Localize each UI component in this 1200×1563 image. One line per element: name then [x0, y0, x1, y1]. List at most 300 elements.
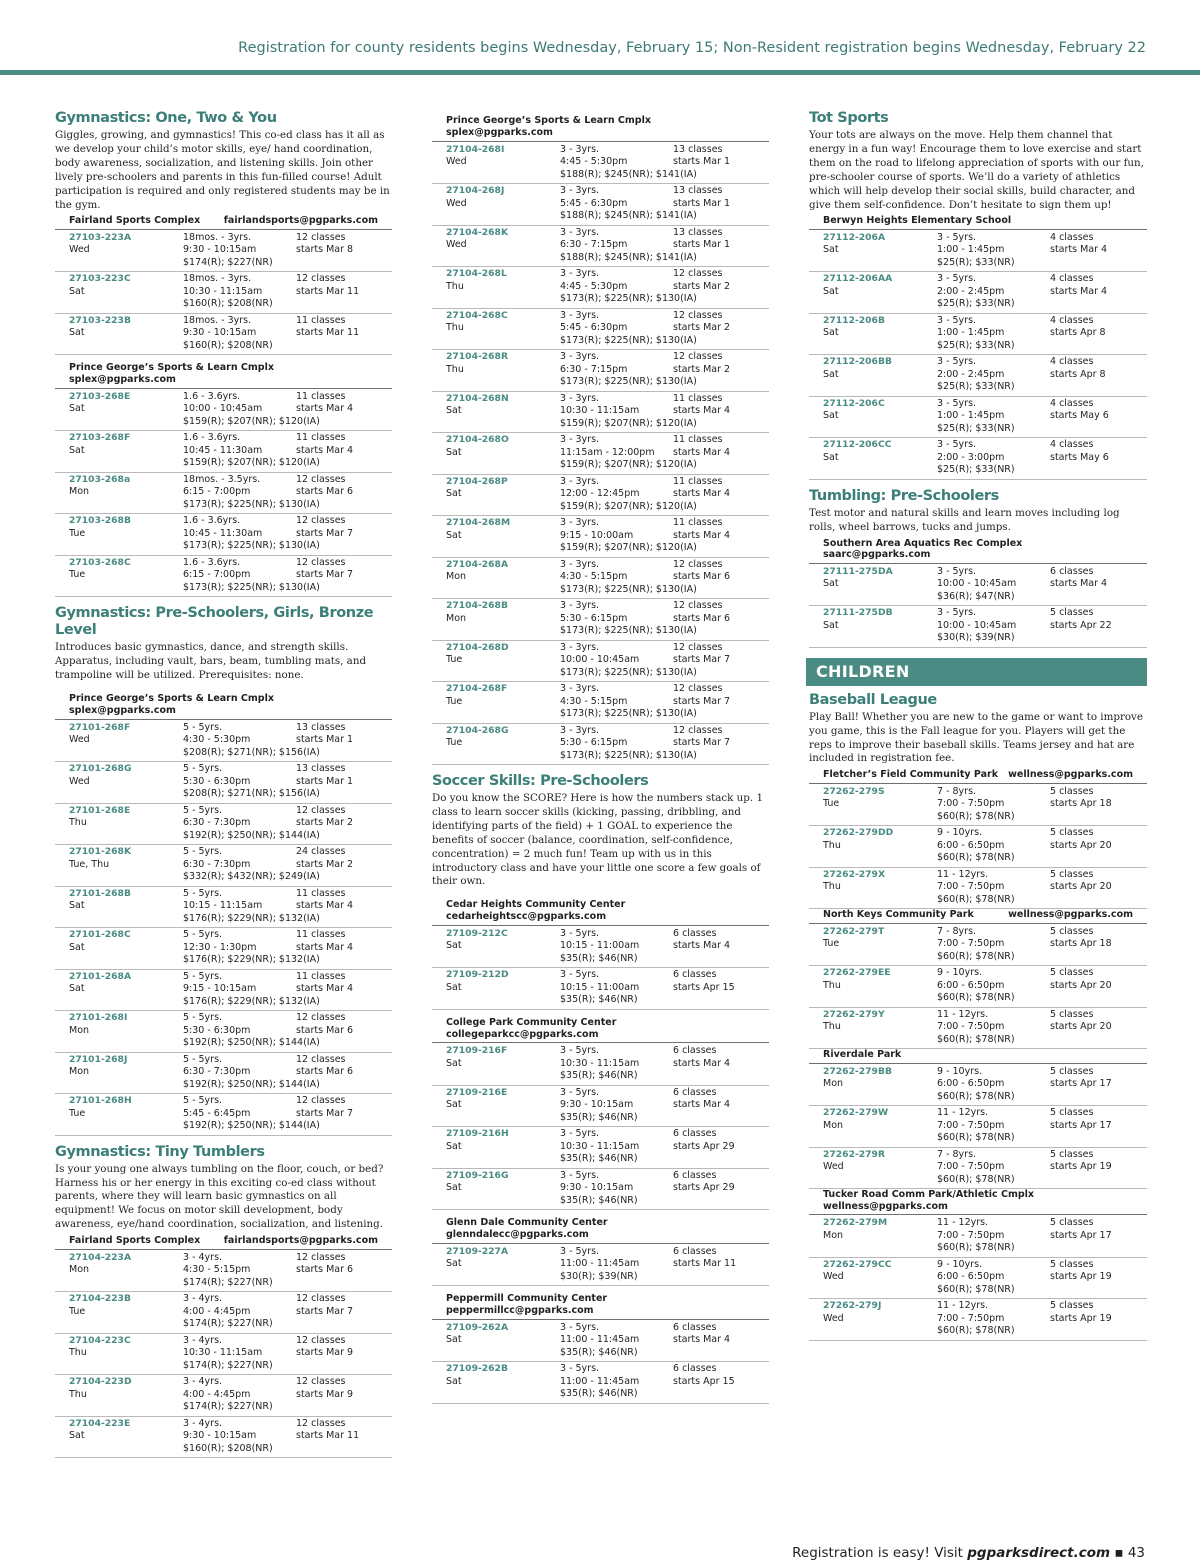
- venue-email[interactable]: splex@pgparks.com: [69, 374, 176, 386]
- class-listing[interactable]: [432, 184, 769, 226]
- class-listing[interactable]: [55, 390, 392, 432]
- class-listing[interactable]: [432, 724, 769, 766]
- class-code[interactable]: 27101-268F: [69, 721, 131, 733]
- class-count: 4 classes: [1050, 231, 1094, 243]
- venue-email[interactable]: fairlandsports@pgparks.com: [223, 215, 378, 227]
- class-code[interactable]: 27262-279X: [823, 868, 886, 880]
- class-code[interactable]: 27103-268E: [69, 390, 131, 402]
- class-listing[interactable]: [809, 272, 1147, 314]
- class-listing[interactable]: [432, 1362, 769, 1404]
- class-age: 3 - 5yrs.: [560, 969, 600, 981]
- venue-email[interactable]: glenndalecc@pgparks.com: [446, 1229, 589, 1241]
- class-day: Sat: [446, 1140, 462, 1152]
- class-code[interactable]: 27101-268I: [69, 1012, 128, 1024]
- class-day: Sat: [446, 940, 462, 952]
- class-spacer: [446, 293, 560, 306]
- class-listing[interactable]: [432, 1169, 769, 1211]
- class-code[interactable]: 27112-206AA: [823, 273, 893, 285]
- class-age: 11 - 12yrs.: [937, 1107, 989, 1119]
- class-code[interactable]: 27109-262A: [446, 1321, 509, 1333]
- class-start: starts May 6: [1050, 451, 1109, 463]
- program-section: [809, 110, 1147, 480]
- class-age: 3 - 4yrs.: [183, 1251, 223, 1263]
- class-listing[interactable]: [809, 397, 1147, 439]
- class-code[interactable]: 27262-279M: [823, 1217, 888, 1229]
- class-code[interactable]: 27109-227A: [446, 1245, 509, 1257]
- page-footer: [792, 1545, 1145, 1561]
- class-listing[interactable]: [809, 606, 1147, 648]
- class-code[interactable]: 27112-206A: [823, 231, 886, 243]
- class-count: 12 classes: [673, 309, 723, 321]
- class-fees: $35(R); $46(NR): [560, 952, 638, 964]
- program-description: Giggles, growing, and gymnastics! This co-ed class has it all as we develop your child’s motor skills, eye/ hand coordination, body awareness, socialization, and listening skills. Join other lively pre-schoolers and parents in this fun-filled course! Adult participation is required and only registered students may be in the gym.: [55, 129, 390, 211]
- class-listing[interactable]: [432, 558, 769, 600]
- class-listing[interactable]: [432, 516, 769, 558]
- class-count: 12 classes: [296, 231, 346, 243]
- top-banner: [0, 0, 1200, 78]
- class-listing[interactable]: [432, 641, 769, 683]
- class-spacer: [823, 423, 937, 436]
- class-code[interactable]: 27101-268G: [69, 763, 132, 775]
- class-day: Sat: [823, 244, 839, 256]
- class-code[interactable]: 27103-268B: [69, 515, 131, 527]
- class-spacer: [446, 252, 560, 265]
- class-day: Thu: [446, 280, 464, 292]
- class-time: 10:30 - 11:15am: [560, 405, 640, 416]
- class-spacer: [446, 994, 560, 1007]
- class-code[interactable]: 27262-279J: [823, 1300, 882, 1312]
- class-fees: $176(R); $229(NR); $132(IA): [183, 995, 320, 1007]
- class-count: 11 classes: [673, 434, 723, 445]
- class-age: 3 - 3yrs.: [560, 392, 600, 404]
- class-listing[interactable]: [809, 826, 1147, 868]
- class-count: 11 classes: [296, 887, 346, 899]
- class-spacer: [823, 1132, 937, 1145]
- class-listing[interactable]: [55, 1011, 392, 1053]
- class-listing[interactable]: [55, 887, 392, 929]
- venue-name: Glenn Dale Community Center: [446, 1217, 608, 1229]
- program-section: [809, 692, 1147, 1341]
- class-count: 5 classes: [1050, 607, 1094, 619]
- class-start: starts Mar 4: [673, 940, 731, 952]
- class-age: 18mos. - 3yrs.: [183, 273, 252, 285]
- class-time: 6:30 - 7:30pm: [183, 1066, 251, 1078]
- class-listing[interactable]: [55, 1251, 392, 1293]
- class-start: starts Apr 20: [1050, 979, 1112, 991]
- class-code[interactable]: 27109-262B: [446, 1363, 508, 1375]
- class-code[interactable]: 27101-268J: [69, 1053, 128, 1065]
- class-age: 1.6 - 3.6yrs.: [183, 390, 241, 402]
- class-code[interactable]: 27104-268P: [446, 475, 508, 487]
- class-code[interactable]: 27104-268K: [446, 226, 509, 238]
- class-code[interactable]: 27262-279W: [823, 1107, 889, 1119]
- class-code[interactable]: 27104-268L: [446, 268, 507, 279]
- class-spacer: [446, 376, 560, 389]
- class-listing[interactable]: [809, 1106, 1147, 1148]
- class-time: 6:30 - 7:30pm: [183, 858, 251, 870]
- class-day: Thu: [823, 839, 841, 851]
- class-listing[interactable]: [432, 927, 769, 969]
- class-fees: $35(R); $46(NR): [560, 1070, 638, 1082]
- class-day: Tue: [69, 569, 86, 581]
- class-spacer: [69, 582, 183, 595]
- class-spacer: [446, 584, 560, 597]
- class-listing[interactable]: [432, 226, 769, 268]
- venue-email[interactable]: cedarheightscc@pgparks.com: [446, 911, 607, 923]
- class-listing[interactable]: [55, 762, 392, 804]
- class-time: 9:30 - 10:15am: [183, 327, 257, 339]
- class-listing[interactable]: [809, 1008, 1147, 1050]
- class-start: starts Apr 22: [1050, 619, 1112, 631]
- class-code[interactable]: 27109-216G: [446, 1169, 509, 1181]
- class-code[interactable]: 27111-275DB: [823, 607, 893, 619]
- class-day: Mon: [446, 612, 467, 624]
- class-count: 6 classes: [673, 927, 717, 939]
- class-start: starts Mar 6: [673, 571, 731, 582]
- footer-separator: ▪: [1110, 1545, 1128, 1561]
- class-listing[interactable]: [55, 473, 392, 515]
- venue-email[interactable]: wellness@pgparks.com: [823, 1200, 948, 1212]
- class-code[interactable]: 27104-223D: [69, 1376, 132, 1388]
- class-listing[interactable]: [432, 1086, 769, 1128]
- venue-line: [69, 1235, 378, 1247]
- class-count: 13 classes: [673, 226, 723, 238]
- class-code[interactable]: 27101-268C: [69, 929, 131, 941]
- class-time: 7:00 - 7:50pm: [937, 881, 1005, 893]
- class-count: 6 classes: [673, 1321, 717, 1333]
- class-listing[interactable]: [55, 514, 392, 556]
- class-code[interactable]: 27104-223C: [69, 1334, 131, 1346]
- class-listing[interactable]: [809, 565, 1147, 607]
- class-spacer: [446, 542, 560, 555]
- class-code[interactable]: 27109-212D: [446, 969, 509, 981]
- class-listing[interactable]: [55, 431, 392, 473]
- class-code[interactable]: 27104-268G: [446, 724, 509, 736]
- class-start: starts Mar 2: [673, 322, 731, 333]
- class-age: 3 - 3yrs.: [560, 558, 600, 570]
- class-code[interactable]: 27112-206C: [823, 397, 885, 409]
- class-count: 12 classes: [296, 473, 346, 485]
- venue-email[interactable]: splex@pgparks.com: [69, 705, 176, 717]
- class-listing[interactable]: [809, 868, 1147, 910]
- venue-line: [446, 108, 755, 139]
- class-time: 6:00 - 6:50pm: [937, 1271, 1005, 1283]
- class-start: starts Mar 4: [673, 405, 731, 416]
- class-code[interactable]: 27262-279T: [823, 925, 885, 937]
- class-listing[interactable]: [432, 1245, 769, 1287]
- class-count: 12 classes: [296, 1417, 346, 1429]
- class-fees: $173(R); $225(NR); $130(IA): [183, 581, 320, 593]
- class-day: Mon: [69, 1024, 90, 1036]
- class-fees: $35(R); $46(NR): [560, 994, 638, 1006]
- class-code[interactable]: 27104-268A: [446, 558, 509, 570]
- venue-line: [823, 215, 1133, 227]
- class-code[interactable]: 27104-223A: [69, 1251, 132, 1263]
- column-3: [809, 108, 1147, 1349]
- class-time: 10:15 - 11:15am: [183, 900, 263, 912]
- class-spacer: [69, 457, 183, 470]
- venue-email[interactable]: fairlandsports@pgparks.com: [223, 1235, 378, 1247]
- class-count: 5 classes: [1050, 925, 1094, 937]
- class-day: Sat: [446, 1334, 462, 1346]
- class-listing[interactable]: [55, 314, 392, 356]
- class-code[interactable]: 27104-268B: [446, 600, 508, 611]
- class-listing[interactable]: [55, 1375, 392, 1417]
- class-spacer: [446, 1153, 560, 1166]
- class-age: 3 - 3yrs.: [560, 309, 600, 321]
- venue-email[interactable]: peppermillcc@pgparks.com: [446, 1305, 594, 1317]
- class-day: Mon: [69, 486, 90, 498]
- class-listing[interactable]: [432, 433, 769, 475]
- venue-header: [809, 215, 1147, 230]
- class-day: Wed: [823, 1161, 844, 1173]
- class-code[interactable]: 27109-216F: [446, 1045, 508, 1057]
- class-time: 10:30 - 11:15am: [183, 1347, 263, 1359]
- class-code[interactable]: 27111-275DA: [823, 565, 893, 577]
- class-day: Wed: [69, 775, 90, 787]
- venue-email[interactable]: splex@pgparks.com: [446, 127, 553, 138]
- class-listing[interactable]: [432, 968, 769, 1010]
- class-age: 3 - 5yrs.: [937, 356, 977, 368]
- class-start: starts Mar 9: [296, 1388, 354, 1400]
- class-code[interactable]: 27103-223A: [69, 231, 132, 243]
- class-age: 1.6 - 3.6yrs.: [183, 556, 241, 568]
- class-listing[interactable]: [432, 1044, 769, 1086]
- class-code[interactable]: 27104-268D: [446, 641, 509, 653]
- class-day: Tue: [69, 527, 86, 539]
- class-day: Sat: [446, 446, 462, 458]
- class-code[interactable]: 27101-268B: [69, 887, 131, 899]
- class-time: 7:00 - 7:50pm: [937, 1312, 1005, 1324]
- class-day: Mon: [823, 1078, 844, 1090]
- class-code[interactable]: 27109-212C: [446, 927, 508, 939]
- class-listing[interactable]: [432, 350, 769, 392]
- class-listing[interactable]: [809, 314, 1147, 356]
- class-spacer: [69, 788, 183, 801]
- class-code[interactable]: 27112-206CC: [823, 439, 892, 451]
- class-code[interactable]: 27103-268C: [69, 556, 131, 568]
- class-fees: $174(R); $227(NR): [183, 1276, 273, 1288]
- class-listing[interactable]: [432, 143, 769, 185]
- class-spacer: [69, 1401, 183, 1414]
- class-listing[interactable]: [55, 1094, 392, 1136]
- class-day: Sat: [823, 285, 839, 297]
- class-code[interactable]: 27104-268C: [446, 309, 508, 321]
- class-code[interactable]: 27109-216H: [446, 1128, 509, 1140]
- class-spacer: [823, 992, 937, 1005]
- class-code[interactable]: 27104-268M: [446, 517, 511, 528]
- class-day: Sat: [446, 1057, 462, 1069]
- footer-site-link[interactable]: pgparksdirect.com: [967, 1545, 1111, 1561]
- venue-email[interactable]: saarc@pgparks.com: [823, 549, 931, 561]
- class-code[interactable]: 27112-206B: [823, 314, 885, 326]
- class-code[interactable]: 27262-279CC: [823, 1258, 892, 1270]
- venue-header: [55, 215, 392, 230]
- class-spacer: [823, 1174, 937, 1187]
- venue-line: [446, 1010, 755, 1041]
- class-code[interactable]: 27262-279S: [823, 785, 885, 797]
- class-listing[interactable]: [809, 438, 1147, 480]
- class-fees: $173(R); $225(NR); $130(IA): [560, 376, 697, 387]
- class-count: 11 classes: [296, 314, 346, 326]
- class-code[interactable]: 27262-279BB: [823, 1065, 892, 1077]
- class-fees: $60(R); $78(NR): [937, 1325, 1015, 1337]
- program-description: Your tots are always on the move. Help them channel that energy in a fun way! Encourage them to love exercise and start them on the road to lifelong appreciation of sports with our fun, pre-schooler course of sports. We’ll do a variety of athletics which will help develop their social skills, build character, and give them self-confidence. Don’t hesitate to sign them up!: [809, 129, 1144, 211]
- class-start: starts Mar 11: [673, 1258, 737, 1270]
- class-spacer: [446, 169, 560, 182]
- class-listing[interactable]: [55, 970, 392, 1012]
- class-fees: $192(R); $250(NR); $144(IA): [183, 1120, 320, 1132]
- class-code[interactable]: 27103-223B: [69, 314, 131, 326]
- class-listing[interactable]: [55, 231, 392, 273]
- class-code[interactable]: 27103-268a: [69, 473, 131, 485]
- class-day: Tue: [446, 654, 463, 665]
- class-time: 1:00 - 1:45pm: [937, 244, 1005, 256]
- class-listing[interactable]: [55, 556, 392, 598]
- class-code[interactable]: 27104-268F: [446, 683, 508, 694]
- class-listing[interactable]: [809, 966, 1147, 1008]
- class-day: Tue: [446, 695, 463, 707]
- class-listing[interactable]: [432, 475, 769, 517]
- venue-email[interactable]: wellness@pgparks.com: [1008, 769, 1133, 781]
- class-listing[interactable]: [432, 267, 769, 309]
- class-listing[interactable]: [809, 355, 1147, 397]
- class-start: starts Apr 8: [1050, 368, 1106, 380]
- class-count: 5 classes: [1050, 1300, 1094, 1312]
- venue-email[interactable]: wellness@pgparks.com: [1008, 909, 1133, 921]
- venue-name: Prince George’s Sports & Learn Cmplx: [69, 693, 274, 705]
- class-code[interactable]: 27112-206BB: [823, 356, 892, 368]
- class-code[interactable]: 27262-279Y: [823, 1008, 885, 1020]
- class-code[interactable]: 27104-268N: [446, 392, 509, 404]
- class-listing[interactable]: [55, 272, 392, 314]
- class-count: 11 classes: [296, 432, 346, 444]
- class-time: 7:00 - 7:50pm: [937, 938, 1005, 950]
- class-code[interactable]: 27104-268R: [446, 351, 509, 362]
- class-age: 11 - 12yrs.: [937, 1008, 989, 1020]
- class-age: 3 - 3yrs.: [560, 641, 600, 653]
- class-code[interactable]: 27104-223B: [69, 1293, 131, 1305]
- class-code[interactable]: 27101-268H: [69, 1095, 132, 1107]
- class-listing[interactable]: [55, 845, 392, 887]
- class-time: 9:30 - 10:15am: [183, 244, 257, 256]
- program-section: [55, 1144, 392, 1459]
- class-code[interactable]: 27262-279EE: [823, 967, 891, 979]
- class-time: 10:15 - 11:00am: [560, 981, 640, 993]
- venue-name: Fletcher’s Field Community Park: [823, 769, 999, 781]
- class-code[interactable]: 27104-223E: [69, 1417, 131, 1429]
- class-code[interactable]: 27104-268J: [446, 185, 505, 196]
- class-code[interactable]: 27103-223C: [69, 273, 131, 285]
- program-description: Is your young one always tumbling on the floor, couch, or bed? Harness his or her energy in this exciting co-ed class without parents, where they will learn basic gymnastics on all equipment! We focus on motor skill development, body awareness, eye/hand coordination, socialization, and listening.: [55, 1162, 384, 1231]
- class-code[interactable]: 27262-279DD: [823, 827, 894, 839]
- class-listing[interactable]: [809, 1216, 1147, 1258]
- program-description: Test motor and natural skills and learn moves including log rolls, wheel barrows, tucks and jumps.: [809, 506, 1120, 533]
- class-spacer: [446, 667, 560, 680]
- class-start: starts Mar 4: [1050, 578, 1108, 590]
- class-listing[interactable]: [809, 785, 1147, 827]
- class-listing[interactable]: [432, 392, 769, 434]
- class-start: starts Mar 1: [673, 239, 731, 250]
- class-time: 7:00 - 7:50pm: [937, 1119, 1005, 1131]
- class-time: 5:45 - 6:45pm: [183, 1107, 251, 1119]
- class-listing[interactable]: [432, 309, 769, 351]
- class-code[interactable]: 27262-279R: [823, 1148, 886, 1160]
- class-listing[interactable]: [809, 1148, 1147, 1190]
- class-code[interactable]: 27101-268A: [69, 970, 132, 982]
- class-spacer: [446, 335, 560, 348]
- class-listing[interactable]: [432, 1127, 769, 1169]
- venue-name: College Park Community Center: [446, 1016, 617, 1028]
- class-start: starts Apr 17: [1050, 1078, 1112, 1090]
- class-fees: $173(R); $225(NR); $130(IA): [560, 583, 697, 595]
- class-listing[interactable]: [55, 804, 392, 846]
- class-spacer: [69, 1360, 183, 1373]
- class-listing[interactable]: [809, 925, 1147, 967]
- class-age: 3 - 5yrs.: [937, 607, 977, 619]
- class-listing[interactable]: [809, 1065, 1147, 1107]
- class-fees: $60(R); $78(NR): [937, 992, 1015, 1004]
- class-fees: $60(R); $78(NR): [937, 1173, 1015, 1185]
- class-start: starts Apr 15: [673, 981, 735, 993]
- class-listing[interactable]: [55, 1417, 392, 1459]
- class-start: starts Mar 4: [1050, 285, 1108, 297]
- class-fees: $159(R); $207(NR); $120(IA): [183, 457, 320, 469]
- class-listing[interactable]: [432, 682, 769, 724]
- class-listing[interactable]: [809, 1299, 1147, 1341]
- class-spacer: [69, 954, 183, 967]
- class-fees: $25(R); $33(NR): [937, 381, 1015, 393]
- class-code[interactable]: 27103-268F: [69, 432, 131, 444]
- class-count: 6 classes: [673, 1128, 717, 1140]
- class-listing[interactable]: [432, 1321, 769, 1363]
- class-spacer: [446, 1347, 560, 1360]
- class-code[interactable]: 27101-268E: [69, 804, 131, 816]
- class-count: 5 classes: [1050, 967, 1094, 979]
- class-spacer: [446, 750, 560, 763]
- class-listing[interactable]: [809, 1258, 1147, 1300]
- class-count: 6 classes: [1050, 565, 1094, 577]
- venue-line: [823, 769, 1133, 781]
- class-spacer: [69, 1037, 183, 1050]
- class-listing[interactable]: [55, 1334, 392, 1376]
- class-code[interactable]: 27104-268I: [446, 143, 505, 155]
- class-fees: $25(R); $33(NR): [937, 464, 1015, 476]
- class-code[interactable]: 27104-268O: [446, 434, 509, 445]
- class-code[interactable]: 27109-216E: [446, 1086, 508, 1098]
- class-start: starts Mar 6: [296, 486, 354, 498]
- class-listing[interactable]: [55, 928, 392, 970]
- class-listing[interactable]: [55, 721, 392, 763]
- class-fees: $159(R); $207(NR); $120(IA): [560, 500, 697, 512]
- class-code[interactable]: 27101-268K: [69, 846, 132, 858]
- venue-line: [823, 909, 1133, 921]
- class-listing[interactable]: [55, 1292, 392, 1334]
- class-day: Sat: [446, 1258, 462, 1270]
- class-listing[interactable]: [809, 231, 1147, 273]
- class-spacer: [446, 1112, 560, 1125]
- class-listing[interactable]: [432, 599, 769, 641]
- class-age: 11 - 12yrs.: [937, 868, 989, 880]
- class-start: starts Mar 4: [673, 1057, 731, 1069]
- class-listing[interactable]: [55, 1053, 392, 1095]
- class-start: starts May 6: [1050, 410, 1109, 422]
- program-title: Gymnastics: Tiny Tumblers: [55, 1143, 265, 1160]
- class-age: 11 - 12yrs.: [937, 1217, 989, 1229]
- venue-email[interactable]: collegeparkcc@pgparks.com: [446, 1028, 599, 1040]
- class-day: Sat: [823, 327, 839, 339]
- class-start: starts Mar 7: [296, 527, 354, 539]
